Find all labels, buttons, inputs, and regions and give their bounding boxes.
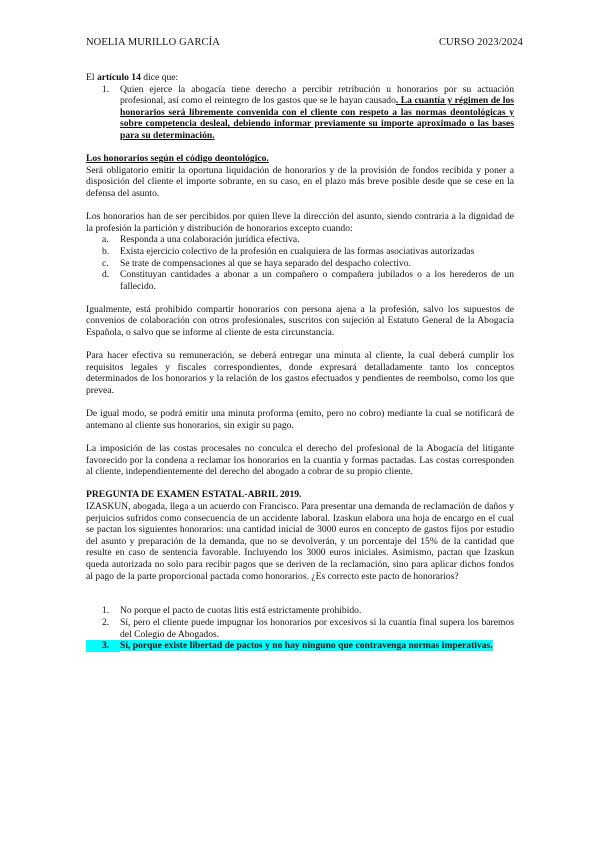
list-text: Constituyan cantidades a abonar a un compañero o compañera jubilados o a los herederos de un fallecido.: [120, 269, 514, 292]
spacer: [86, 478, 514, 490]
list-text: [120, 84, 514, 142]
exam-question-title: PREGUNTA DE EXAMEN ESTATAL-ABRIL 2019.: [86, 489, 302, 501]
option-text: No porque el pacto de cuotas litis está estrictamente prohibido.: [120, 605, 362, 617]
intro-pre: El: [86, 72, 97, 83]
article-14-emphasis: . La cuantía y régimen de los honorarios será libremente convenida con el cliente con respeto a las normas deontológicas y sobre competencia desleal, debiendo informar previamente su importe aproximado o las bases para su determinación.: [120, 95, 514, 141]
highlighted-answer: Sí, porque existe libertad de pactos y no hay ninguno que contravenga normas imperativas.: [120, 640, 493, 652]
spacer: [86, 582, 514, 594]
section-title-deontologico: Los honorarios según el código deontológico.: [86, 153, 269, 165]
article-14-intro: [86, 72, 514, 84]
spacer: [86, 431, 514, 443]
paragraph: Será obligatorio emitir la oportuna liquidación de honorarios y de la provisión de fondos recibida y poner a disposición del cliente el importe sobrante, en su caso, en el plazo más breve posible desde que se cese en la defensa del asunto.: [86, 164, 514, 199]
course-year: CURSO 2023/2024: [438, 37, 523, 48]
list-letter: a.: [102, 234, 109, 246]
article-14-plain: Quien ejerce la abogacía tiene derecho a percibir retribución u honorarios por su actuación profesional, así como el reintegro de los gastos que se le hayan causado: [120, 83, 514, 107]
answer-option-3-correct: [86, 640, 514, 652]
list-text: Responda a una colaboración jurídica efectiva.: [120, 234, 300, 246]
spacer: [86, 292, 514, 304]
spacer: [86, 397, 514, 409]
list-number: 1.: [102, 83, 110, 95]
spacer: [86, 200, 514, 212]
article-14-ref: artículo 14: [96, 72, 141, 83]
list-letter: b.: [102, 245, 110, 257]
list-letter: d.: [102, 269, 110, 281]
list-item: [86, 246, 514, 258]
paragraph: De igual modo, se podrá emitir una minuta proforma (emito, pero no cobro) mediante la cual se notificará de antemano al cliente sus honorarios, sin exigir su pago.: [86, 408, 514, 431]
option-number: 1.: [102, 605, 110, 617]
article-14-item: [86, 84, 514, 142]
paragraph: Igualmente, está prohibido compartir honorarios con persona ajena a la profesión, salvo los supuestos de convenios de colaboración con otros profesionales, suscritos con sujeción al Estatuto General de la Abogacía Española, o salvo que se informe al cliente de esta circunstancia.: [86, 303, 514, 339]
paragraph: Para hacer efectiva su remuneración, se deberá entregar una minuta al cliente, la cual deberá cumplir los requisitos legales y fiscales correspondientes, donde expresará detalladamente tanto los conceptos determinados de los honorarios y la relación de los gastos efectuados y pendientes de reembolso, como los que prevea.: [86, 350, 514, 397]
paragraph: La imposición de las costas procesales no conculca el derecho del profesional de la Abogacía del litigante favorecido por la condena a reclamar los honorarios en la cuantía y formas pactadas. Las costas corresponden al cliente, independientemente del derecho del abogado a cobrar de su propio cliente.: [86, 443, 514, 478]
list-item: [86, 258, 514, 270]
list-item: [86, 269, 514, 292]
spacer: [86, 594, 514, 606]
option-text: Sí, pero el cliente puede impugnar los honorarios por excesivos si la cuantía final supera los baremos del Colegio de Abogados.: [120, 616, 514, 640]
list-text: Se trate de compensaciones al que se haya separado del despacho colectivo.: [120, 257, 411, 269]
paragraph: Los honorarios han de ser percibidos por quien lleve la dirección del asunto, siendo contraria a la dignidad de la profesión la partición y distribución de honorarios excepto cuando:: [86, 211, 514, 234]
option-number: 3.: [86, 640, 120, 652]
option-text: [120, 640, 514, 652]
page-header: [86, 37, 523, 51]
list-text: Exista ejercicio colectivo de la profesión en cualquiera de las formas asociativas autorizadas: [120, 245, 475, 257]
author-name: NOELIA MURILLO GARCÍA: [86, 37, 220, 48]
spacer: [86, 142, 514, 154]
document-body: [86, 72, 514, 652]
option-number: 2.: [102, 616, 110, 628]
list-item: [86, 234, 514, 246]
spacer: [86, 339, 514, 351]
exam-question-text: IZASKUN, abogada, llega a un acuerdo con Francisco. Para presentar una demanda de reclamación de daños y perjuicios sufridos como consecuencia de un accidente laboral. Izaskun elabora una hoja de encargo en el cual se pactan los siguientes honorarios: una cantidad inicial de 3000 euros en concepto de gastos fijos por estudio del asunto y preparación de la demanda, que no se devolverán, y un porcentaje del 15% de la cantidad que resulte en caso de sentencia favorable. Incluyendo los 3000 euros iniciales. Asimismo, pactan que Izaskun queda autorizada no solo para recibir pagos que se deriven de la reclamación, sino para aplicar dichos fondos al pago de la parte proporcional pactada como honorarios. ¿Es correcto este pacto de honorarios?: [86, 500, 514, 582]
answer-option-2: [86, 617, 514, 640]
answer-option-1: [86, 605, 514, 617]
list-letter: c.: [102, 257, 109, 269]
intro-post: dice que:: [140, 72, 179, 83]
